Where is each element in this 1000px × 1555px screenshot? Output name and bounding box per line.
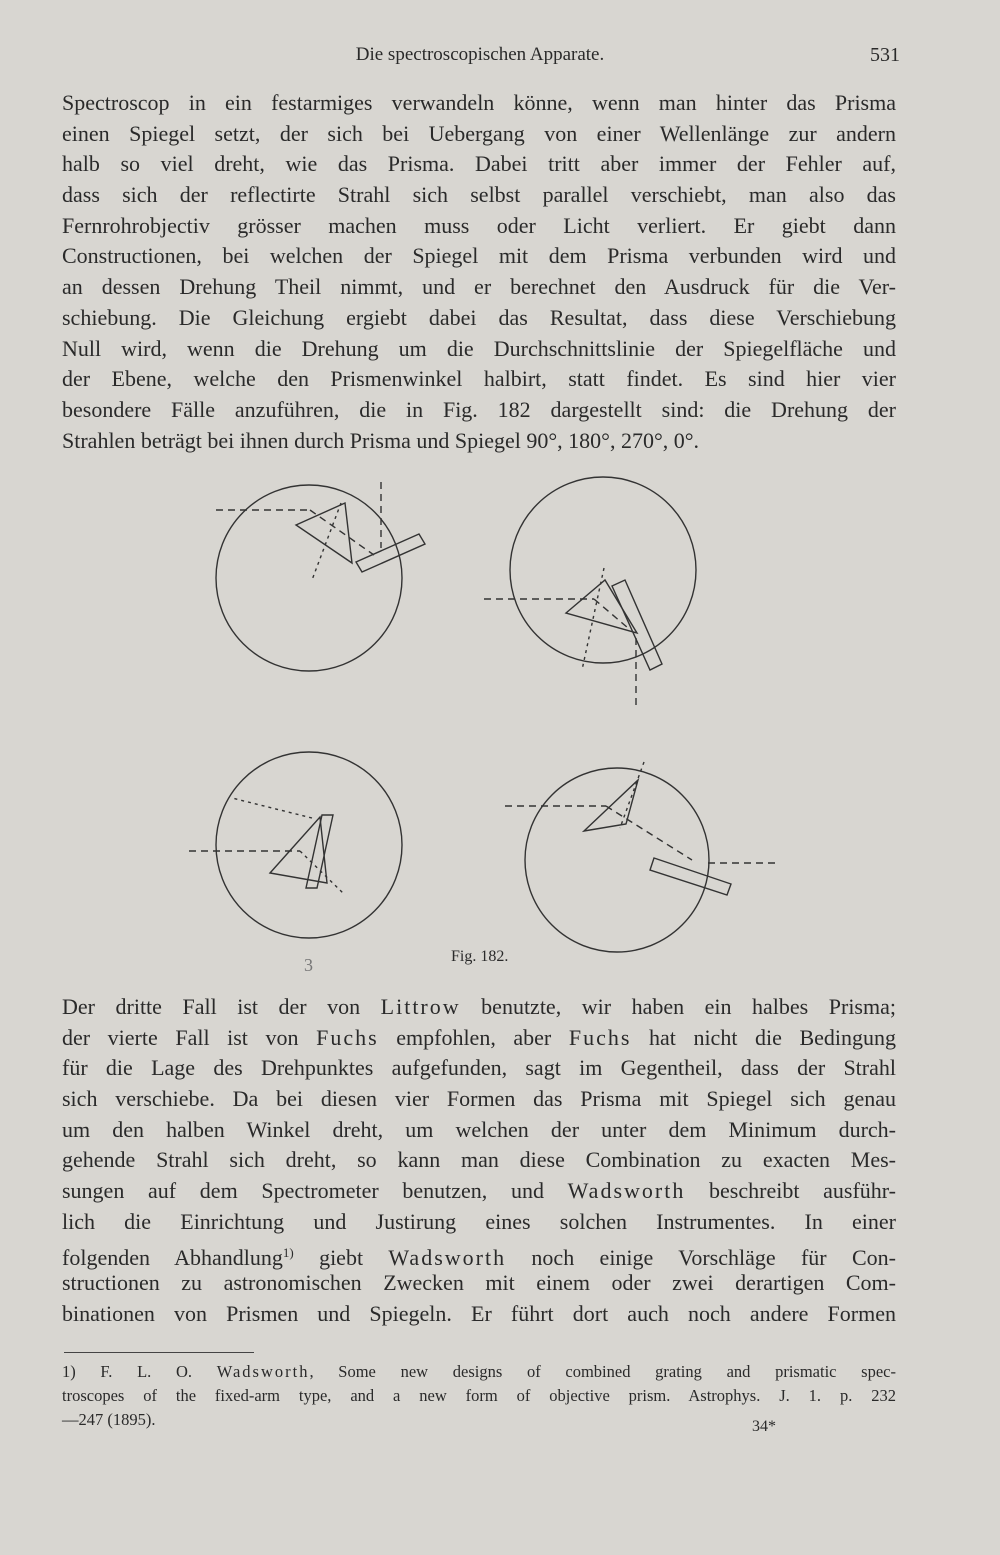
footnote-line: troscopes of the fixed-arm type, and a new form of objective prism. Astrophys. J. 1. p. 232 — [62, 1386, 896, 1405]
text-line: schiebung. Die Gleichung ergiebt dabei das Resultat, dass diese Verschiebung — [62, 304, 896, 330]
text-line: binationen von Prismen und Spiegeln. Er führt dort auch noch andere Formen — [62, 1300, 896, 1326]
text-run: beschreibt ausführ- — [685, 1178, 896, 1204]
text-run: sungen auf dem Spectrometer benutzen, und — [62, 1178, 568, 1204]
page-number: 531 — [870, 44, 900, 66]
printer-signature: 34* — [752, 1418, 776, 1435]
diagram-90-degrees — [216, 482, 425, 671]
diagram-270-degrees — [189, 752, 402, 938]
text-run: hat nicht die Bedingung — [631, 1024, 897, 1050]
text-line: Null wird, wenn die Drehung um die Durchschnittslinie der Spiegelfläche und — [62, 335, 896, 361]
text-line: structionen zu astronomischen Zwecken mit einem oder zwei derartigen Com- — [62, 1270, 896, 1296]
author-name-wadsworth: Wadsworth — [216, 1362, 310, 1381]
text-line: einen Spiegel setzt, der sich bei Uebergang von einer Wellenlänge zur andern — [62, 120, 896, 146]
text-line: Fernrohrobjectiv grösser machen muss oder Licht verliert. Er giebt dann — [62, 212, 896, 238]
running-title: Die spectroscopischen Apparate. — [355, 44, 605, 65]
stray-mark: 3 — [304, 955, 313, 975]
text-line: für die Lage des Drehpunktes aufgefunden, sagt im Gegentheil, dass der Strahl — [62, 1055, 896, 1081]
footnote-line: —247 (1895). — [62, 1410, 156, 1429]
figure-182 — [0, 470, 1000, 990]
diagram-180-degrees — [484, 477, 696, 708]
text-line: dass sich der reflectirte Strahl sich selbst parallel verschiebt, man also das — [62, 182, 896, 208]
text-line — [62, 1023, 896, 1054]
text-run: der vierte Fall ist von — [62, 1024, 317, 1050]
text-run: 1) F. L. O. — [62, 1362, 217, 1381]
text-line: an dessen Drehung Theil nimmt, und er berechnet den Ausdruck für die Ver- — [62, 274, 896, 300]
text-run: noch einige Vorschläge für Con- — [506, 1244, 896, 1270]
text-run: giebt — [293, 1244, 389, 1270]
author-name-wadsworth: Wadsworth — [567, 1178, 686, 1204]
text-line — [62, 1238, 896, 1269]
text-line: Spectroscop in ein festarmiges verwandeln könne, wenn man hinter das Prisma — [62, 90, 896, 115]
text-line: um den halben Winkel dreht, um welchen der unter dem Minimum durch- — [62, 1116, 896, 1142]
footnote-divider — [64, 1352, 254, 1353]
text-line: besondere Fälle anzuführen, die in Fig. 182 dargestellt sind: die Drehung der — [62, 396, 896, 422]
diagram-0-degrees — [505, 762, 777, 952]
paragraph-1 — [62, 88, 896, 456]
figure-caption: Fig. 182. — [451, 948, 509, 965]
text-line — [62, 992, 896, 1023]
author-name-fuchs: Fuchs — [316, 1024, 379, 1050]
author-name-fuchs: Fuchs — [568, 1024, 632, 1050]
text-line: halb so viel dreht, wie das Prisma. Dabei tritt aber immer der Fehler auf, — [62, 151, 896, 177]
text-run: benutzte, wir haben ein halbes Prisma; — [460, 994, 896, 1019]
text-run: empfohlen, aber — [378, 1024, 569, 1050]
text-line: Strahlen beträgt bei ihnen durch Prisma und Spiegel 90°, 180°, 270°, 0°. — [62, 427, 700, 453]
text-run: , Some new designs of combined grating and prismatic spec- — [309, 1362, 896, 1381]
author-name-wadsworth: Wadsworth — [388, 1244, 507, 1270]
author-name-littrow: Littrow — [380, 994, 461, 1019]
text-line: sich verschiebe. Da bei diesen vier Formen das Prisma mit Spiegel sich genau — [62, 1086, 896, 1112]
figure-182-drawing — [0, 470, 1000, 990]
text-run: Der dritte Fall ist der von — [62, 994, 381, 1019]
text-line — [62, 1176, 896, 1207]
text-line: lich die Einrichtung und Justirung eines solchen Instrumentes. In einer — [62, 1208, 896, 1234]
footnote-marker[interactable]: 1) — [282, 1244, 294, 1260]
running-head — [60, 44, 900, 74]
text-run: folgenden Abhandlung — [62, 1244, 283, 1270]
text-line: der Ebene, welche den Prismenwinkel halbirt, statt findet. Es sind hier vier — [62, 366, 896, 392]
footnote-line — [62, 1360, 896, 1384]
text-line: Constructionen, bei welchen der Spiegel mit dem Prisma verbunden wird und — [62, 243, 896, 269]
paragraph-2 — [62, 992, 896, 1330]
text-line: gehende Strahl sich dreht, so kann man diese Combination zu exacten Mes- — [62, 1147, 896, 1173]
